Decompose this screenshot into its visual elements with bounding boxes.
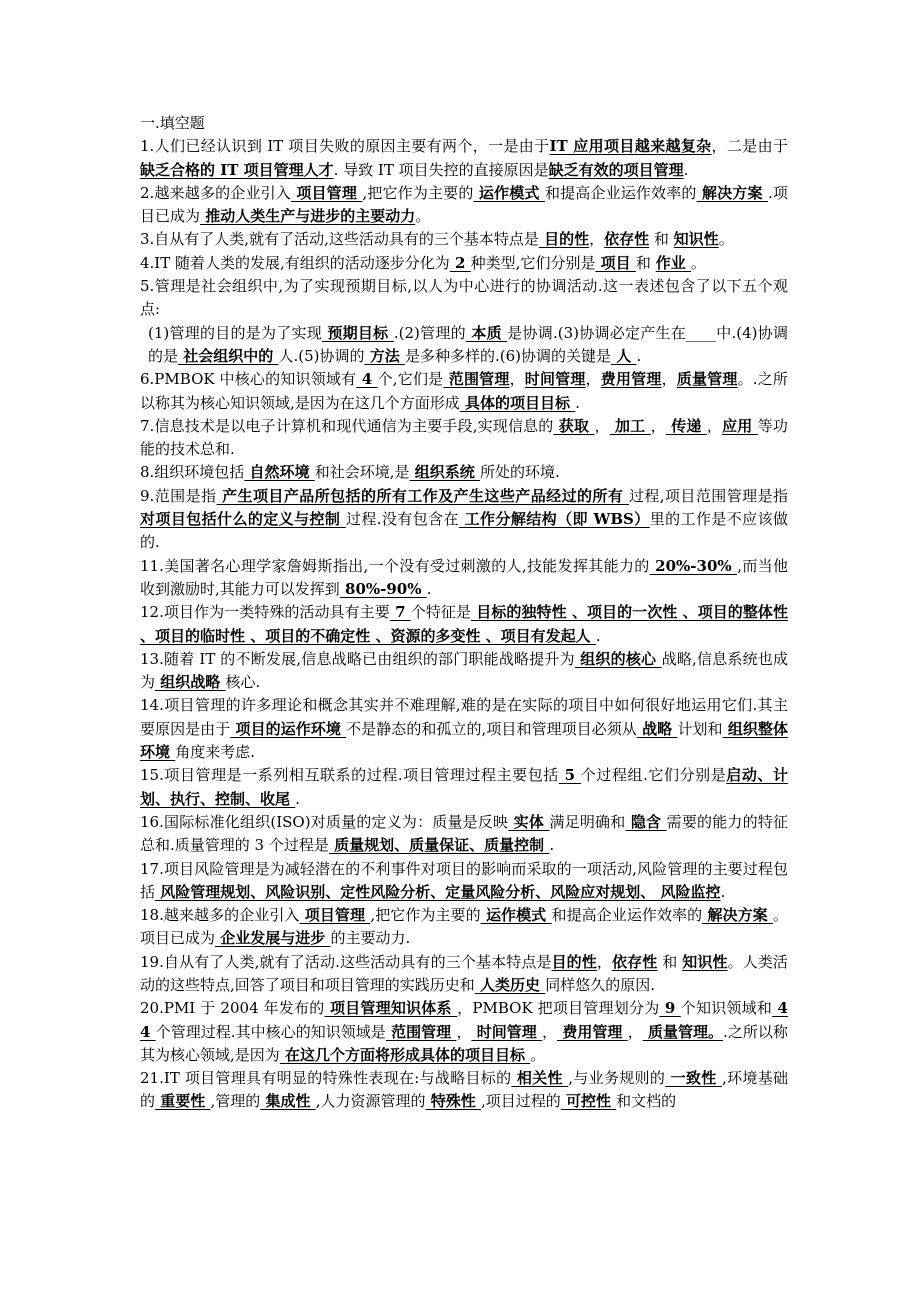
question-21: 21.IT 项目管理具有明显的特殊性表现在:与战略目标的 相关性 ,与业务规则的 一致性 ,环境基础的 重要性 ,管理的 集成性 ,人力资源管理的 特殊性 ,项目过程的 可控性 和文档的	[140, 1069, 788, 1111]
answer: 目的性	[551, 952, 597, 971]
question-4: 4.IT 随着人类的发展,有组织的活动逐步分化为 2 种类型,它们分别是 项目 和 作业 。	[140, 253, 706, 272]
question-9: 9.范围是指 产生项目产品所包括的所有工作及产生这些产品经过的所有 过程,项目范围管理是指 对项目包括什么的定义与控制 过程.没有包含在 工作分解结构（即 WBS）里的工作是不应该做的.	[140, 486, 788, 552]
answer: 组织系统	[409, 463, 480, 482]
answer: 实体	[508, 812, 550, 831]
answer: 解决方案	[702, 906, 773, 925]
answer: 知识性	[673, 230, 719, 249]
answer: 启动、计划、执行、控制、收尾	[140, 766, 788, 808]
answer: 80%-90%	[339, 579, 427, 598]
answer: 质量管理	[676, 370, 738, 389]
answer: 目的性	[538, 230, 590, 249]
answer: 解决方案	[696, 183, 769, 202]
answer: 4	[356, 370, 378, 389]
answer: 7	[389, 603, 411, 622]
answer: 集成性	[260, 1092, 316, 1111]
answer: 推动人类生产与进步的主要动力	[200, 207, 416, 226]
answer: 缺乏有效的项目管理	[548, 160, 684, 179]
question-13: 13.随着 IT 的不断发展,信息战略已由组织的部门职能战略提升为 组织的核心 战略,信息系统也成为 组织战略 核心.	[140, 649, 788, 692]
answer: 传递	[665, 416, 707, 435]
question-6: 6.PMBOK 中核心的知识领域有 4 个,它们是 范围管理，时间管理，费用管理，质量管理。.之所以称其为核心知识领域,是因为在这几个方面形成 具体的项目目标 .	[140, 370, 788, 412]
answer: 时间管理	[471, 1022, 543, 1041]
question-12: 12.项目作为一类特殊的活动具有主要 7 个特征是 目标的独特性 、项目的一次性 、项目的整体性 、项目的临时性 、项目的不确定性 、资源的多变性 、项目有发起人 .	[140, 603, 788, 645]
answer: 企业发展与进步	[215, 929, 331, 948]
answer: 在这几个方面将形成具体的项目目标	[279, 1045, 531, 1064]
answer: 运作模式	[473, 183, 545, 202]
answer: 费用管理	[600, 370, 662, 389]
answer: 人	[610, 346, 637, 365]
answer: 费用管理	[557, 1022, 628, 1041]
answer: 项目的运作环境	[230, 719, 347, 738]
question-3: 3.自从有了人类,就有了活动,这些活动具有的三个基本特点是 目的性，依存性 和 知识性。	[140, 230, 734, 249]
answer: 重要性	[155, 1092, 211, 1111]
answer: 9	[659, 999, 681, 1018]
answer: 应用	[722, 416, 758, 435]
answer: 作业	[655, 253, 691, 272]
answer: 特殊性	[425, 1092, 481, 1111]
answer: 组织战略	[155, 673, 226, 692]
answer: 产生项目产品所包括的所有工作及产生这些产品经过的所有	[216, 486, 629, 505]
document-body	[140, 112, 788, 1114]
answer: 项目管理知识体系	[324, 999, 458, 1018]
answer: 人类历史	[474, 975, 546, 994]
answer: 社会组织中的	[178, 346, 279, 365]
answer: 依存性	[604, 230, 650, 249]
answer: 获取	[553, 416, 595, 435]
question-17: 17.项目风险管理是为减轻潜在的不利事件对项目的影响而采取的一项活动,风险管理的主要过程包括 风险管理规划、风险识别、定性风险分析、定量风险分析、风险应对规划、 风险监控.	[140, 859, 788, 901]
question-8: 8.组织环境包括 自然环境 和社会环境,是 组织系统 所处的环境.	[140, 463, 560, 482]
answer: 运作模式	[480, 906, 552, 925]
answer: 可控性	[560, 1092, 617, 1111]
answer: 项目管理	[290, 183, 363, 202]
answer: 范围管理	[385, 1022, 457, 1041]
answer: 2	[449, 253, 471, 272]
answer: 项目管理	[299, 906, 371, 925]
answer: 战略	[636, 719, 678, 738]
answer: 项目	[595, 253, 636, 272]
answer: 时间管理	[524, 370, 586, 389]
answer: 目标的独特性 、项目的一次性 、项目的整体性 、项目的临时性 、项目的不确定性 、资源的多变性 、项目有发起人	[140, 603, 788, 645]
answer: IT 应用项目越来越复杂	[549, 137, 712, 156]
answer: 依存性	[612, 952, 658, 971]
answer: 20%-30%	[649, 556, 738, 575]
answer: 范围管理	[443, 370, 510, 389]
answer: 具体的项目目标	[459, 393, 576, 412]
answer: 质量管理。	[642, 1022, 724, 1041]
answer: 缺乏合格的 IT 项目管理人才	[140, 160, 334, 179]
answer: 工作分解结构（即 WBS）	[459, 510, 650, 529]
question-15: 15.项目管理是一系列相互联系的过程.项目管理过程主要包括 5 个过程组.它们分别是启动、计划、执行、控制、收尾 .	[140, 766, 788, 808]
answer: 5	[558, 766, 581, 785]
question-7: 7.信息技术是以电子计算机和现代通信为主要手段,实现信息的 获取 ， 加工 ， 传递 ，应用 等功能的技术总和.	[140, 416, 788, 459]
question-14: 14.项目管理的许多理论和概念其实并不难理解,难的是在实际的项目中如何很好地运用它们.其主要原因是由于 项目的运作环境 不是静态的和孤立的,项目和管理项目必须从 战略 计划和 组织整体环境 角度来考虑.	[140, 696, 788, 762]
answer: 一致性	[665, 1069, 723, 1088]
question-19: 19.自从有了人类,就有了活动.这些活动具有的三个基本特点是目的性，依存性 和 知识性。人类活动的这些特点,回答了项目和项目管理的实践历史和 人类历史 同样悠久的原因.	[140, 952, 788, 994]
answer: 对项目包括什么的定义与控制	[140, 510, 346, 529]
question-5-points: (1)管理的目的是为了实现 预期目标 .(2)管理的 本质 是协调.(3)协调必定产生在____中.(4)协调的是 社会组织中的 人.(5)协调的 方法 是多种多样的.(6)协调的关键是 人 .	[148, 323, 788, 365]
answer: 44	[140, 999, 788, 1041]
answer: 加工	[609, 416, 651, 435]
answer: 相关性	[511, 1069, 569, 1088]
question-1: 1.人们已经认识到 IT 项目失败的原因主要有两个，一是由于IT 应用项目越来越复杂，二是由于缺乏合格的 IT 项目管理人才. 导致 IT 项目失控的直接原因是缺乏有效的项目管理.	[140, 137, 788, 179]
question-11: 11.美国著名心理学家詹姆斯指出,一个没有受过刺激的人,技能发挥其能力的 20%-30% ,而当他收到激励时,其能力可以发挥到 80%-90% .	[140, 556, 788, 598]
answer: 自然环境	[244, 463, 315, 482]
answer: 隐含	[625, 812, 667, 831]
answer: 组织的核心	[574, 649, 662, 668]
question-20: 20.PMI 于 2004 年发布的 项目管理知识体系 ，PMBOK 把项目管理划分为 9 个知识领域和 44 个管理过程.其中核心的知识领域是 范围管理 ， 时间管理 ， 费用管理 ， 质量管理。.之所以称其为核心领域,是因为 在这几个方面将形成具体的项目目标 。	[140, 999, 788, 1064]
question-2: 2.越来越多的企业引入 项目管理 ,把它作为主要的 运作模式 和提高企业运作效率的 解决方案 .项目已成为 推动人类生产与进步的主要动力。	[140, 183, 788, 226]
answer: 组织整体环境	[140, 719, 788, 762]
question-16: 16.国际标准化组织(ISO)对质量的定义为：质量是反映 实体 满足明确和 隐含 需要的能力的特征总和.质量管理的 3 个过程是 质量规划、质量保证、质量控制 .	[140, 812, 788, 855]
answer: 方法	[364, 346, 405, 365]
answer: 知识性	[682, 952, 728, 971]
answer: 本质	[465, 323, 508, 342]
answer: 质量规划、质量保证、质量控制	[328, 836, 550, 855]
answer: 风险管理规划、风险识别、定性风险分析、定量风险分析、风险应对规划、 风险监控	[155, 882, 721, 901]
question-5: 5.管理是社会组织中,为了实现预期目标,以人为中心进行的协调活动.这一表述包含了以下五个观点:	[140, 277, 788, 319]
question-18: 18.越来越多的企业引入 项目管理 ,把它作为主要的 运作模式 和提高企业运作效率的 解决方案 。项目已成为 企业发展与进步 的主要动力.	[140, 906, 789, 948]
answer: 预期目标	[321, 323, 394, 342]
section-heading: 一.填空题	[140, 114, 205, 132]
